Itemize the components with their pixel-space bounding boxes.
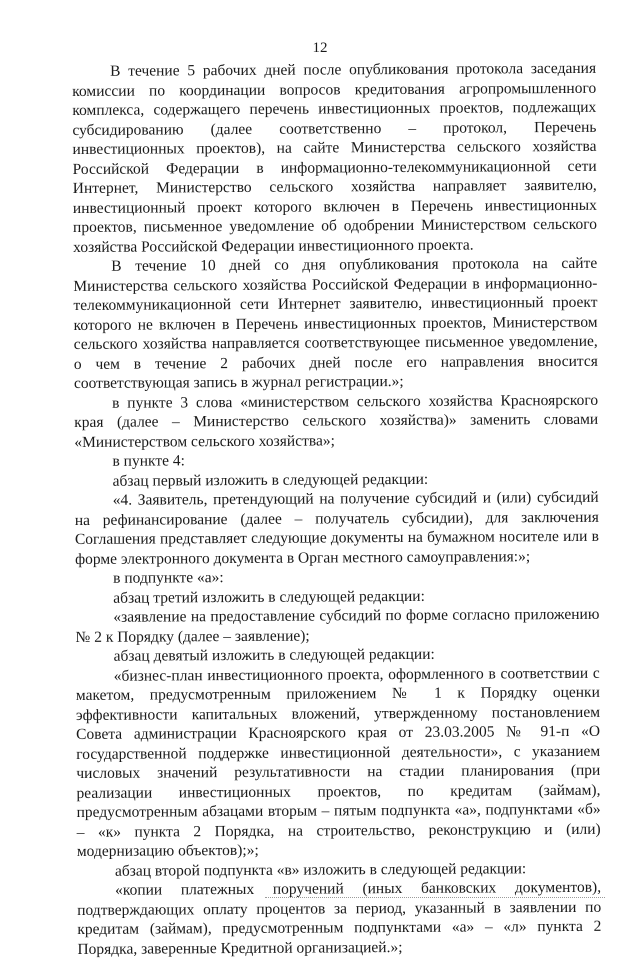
paragraph: В течение 5 рабочих дней после опубликования протокола заседания комиссии по координации вопросов кредитования агропромышленного комплекса, содержащего перечень инвестиционных проектов, подлежащих субсидированию (далее соответственно – протокол, Перечень инвестиционных проектов), на сайте Министерства сельского хозяйства Российской Федерации в информационно-телекоммуникационной сети Интернет, Министерство сельского хозяйства направляет заявителю, инвестиционный проект которого включен в Перечень инвестиционных проектов, письменное уведомление об одобрении Министерством сельского хозяйства Российской Федерации инвестиционного проекта. xyxy=(72,59,598,256)
paragraph: «заявление на предоставление субсидий по форме согласно приложению № 2 к Порядку (далее – заявление); xyxy=(75,605,600,646)
paragraph: в пункте 4: xyxy=(112,452,185,470)
paragraph: В течение 10 дней со дня опубликования протокола на сайте Министерства сельского хозяйства Российской Федерации в информационно-телекоммуникационной сети Интернет заявителю, инвестиционный проект которого не включен в Перечень инвестиционных проектов, Министерством сельского хозяйства направляется соответствующее письменное уведомление, о чем в течение 2 рабочих дней после его направления вносится соответствующая запись в журнал регистрации.»; xyxy=(73,254,598,392)
paragraph: в подпункте «а»: xyxy=(113,569,224,587)
paragraph: абзац первый изложить в следующей редакции: xyxy=(112,470,429,490)
scan-edge-line xyxy=(265,897,605,898)
paragraph: «4. Заявитель, претендующий на получение субсидий и (или) субсидий на рефинансирование (далее – получатель субсидии), для заключения Соглашения представляет следующие документы на бумажном носителе или в форме электронного документа в Орган местного самоуправления:»; xyxy=(74,488,599,568)
paragraph: абзац третий изложить в следующей редакции: xyxy=(113,587,425,607)
paragraph: «бизнес-план инвестиционного проекта, оформленного в соответствии с макетом, предусмотренным приложением № 1 к Порядку оценки эффективности капитальных вложений, утвержденному постановлением Совета администрации Красноярского края от 23.03.2005 № 91-п «О государственной поддержке инвестиционной деятельности», с указанием числовых значений результативности на стадии планирования (при реализации инвестиционных проектов, по кредитам (займам), предусмотренным абзацами вторым – пятым подпункта «а», подпунктами «б» – «к» пункта 2 Порядка, на строительство, реконструкцию и (или) модернизацию объектов);»; xyxy=(75,664,601,860)
paragraph: абзац девятый изложить в следующей редакции: xyxy=(113,645,435,665)
paragraph: в пункте 3 слова «министерством сельского хозяйства Красноярского края (далее – Министерство сельского хозяйства)» заменить словами «Министерством сельского хозяйства»; xyxy=(74,391,599,451)
document-body xyxy=(72,59,601,959)
page-number: 12 xyxy=(312,40,328,56)
paragraph: «копии платежных поручений (иных банковских документов), подтверждающих оплату процентов за период, указанный в заявлении по кредитам (займам), предусмотренным подпунктами «а» – «л» пункта 2 Порядка, заверенные Кредитной организацией.»; xyxy=(77,878,602,958)
paragraph: абзац второй подпункта «в» изложить в следующей редакции: xyxy=(114,859,527,880)
